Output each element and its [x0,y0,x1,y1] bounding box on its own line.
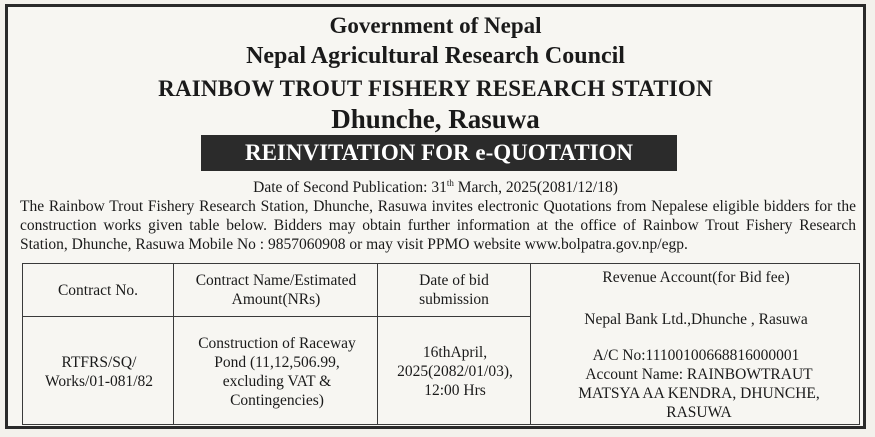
header-bid-date: Date of bid submission [419,272,489,308]
table-divider [377,264,378,424]
notice-title-banner: REINVITATION FOR e-QUOTATION [201,135,677,171]
notice-frame [5,4,866,429]
revenue-account-name: Account Name: RAINBOWTRAUT MATSYA AA KENDRA, DHUNCHE, RASUWA [578,365,820,421]
contract-name-value: Construction of Raceway Pond (11,12,506.99, excluding VAT & Contingencies) [198,334,356,409]
government-heading: Government of Nepal [329,13,542,38]
publication-date-suffix: March, 2025(2081/12/18) [453,179,618,197]
council-heading: Nepal Agricultural Research Council [246,43,625,69]
contract-no-value: RTFRS/SQ/ Works/01-081/82 [44,353,154,390]
table-divider [530,264,531,424]
header-contract-name: Contract Name/Estimated Amount(NRs) [195,272,357,308]
location-heading: Dhunche, Rasuwa [331,104,540,134]
revenue-account-no: A/C No:11100100668816000001 [592,346,800,364]
publication-date-sup: th [446,178,454,188]
header-revenue-account: Revenue Account(for Bid fee) [602,268,790,286]
publication-date [8,178,863,197]
invitation-paragraph: The Rainbow Trout Fishery Research Station, Dhunche, Rasuwa invites electronic Quotations from Nepalese eligible bidders for the construction works given table below. Bidders may obtain further information at the office of Rainbow Trout Fishery Research Station, Dhunche, Rasuwa Mobile No : 9857060908 or may visit PPMO website www.bolpatra.gov.np/egp. [20,198,856,253]
contract-table [22,263,860,425]
publication-date-prefix: Date of Second Publication: 31 [253,179,447,197]
table-divider [173,264,174,424]
header-contract-no: Contract No. [57,281,139,299]
station-heading: RAINBOW TROUT FISHERY RESEARCH STATION [158,76,713,101]
bid-date-value: 16thApril, 2025(2082/01/03), 12:00 Hrs [397,344,513,399]
revenue-bank: Nepal Bank Ltd.,Dhunche , Rasuwa [584,310,808,328]
